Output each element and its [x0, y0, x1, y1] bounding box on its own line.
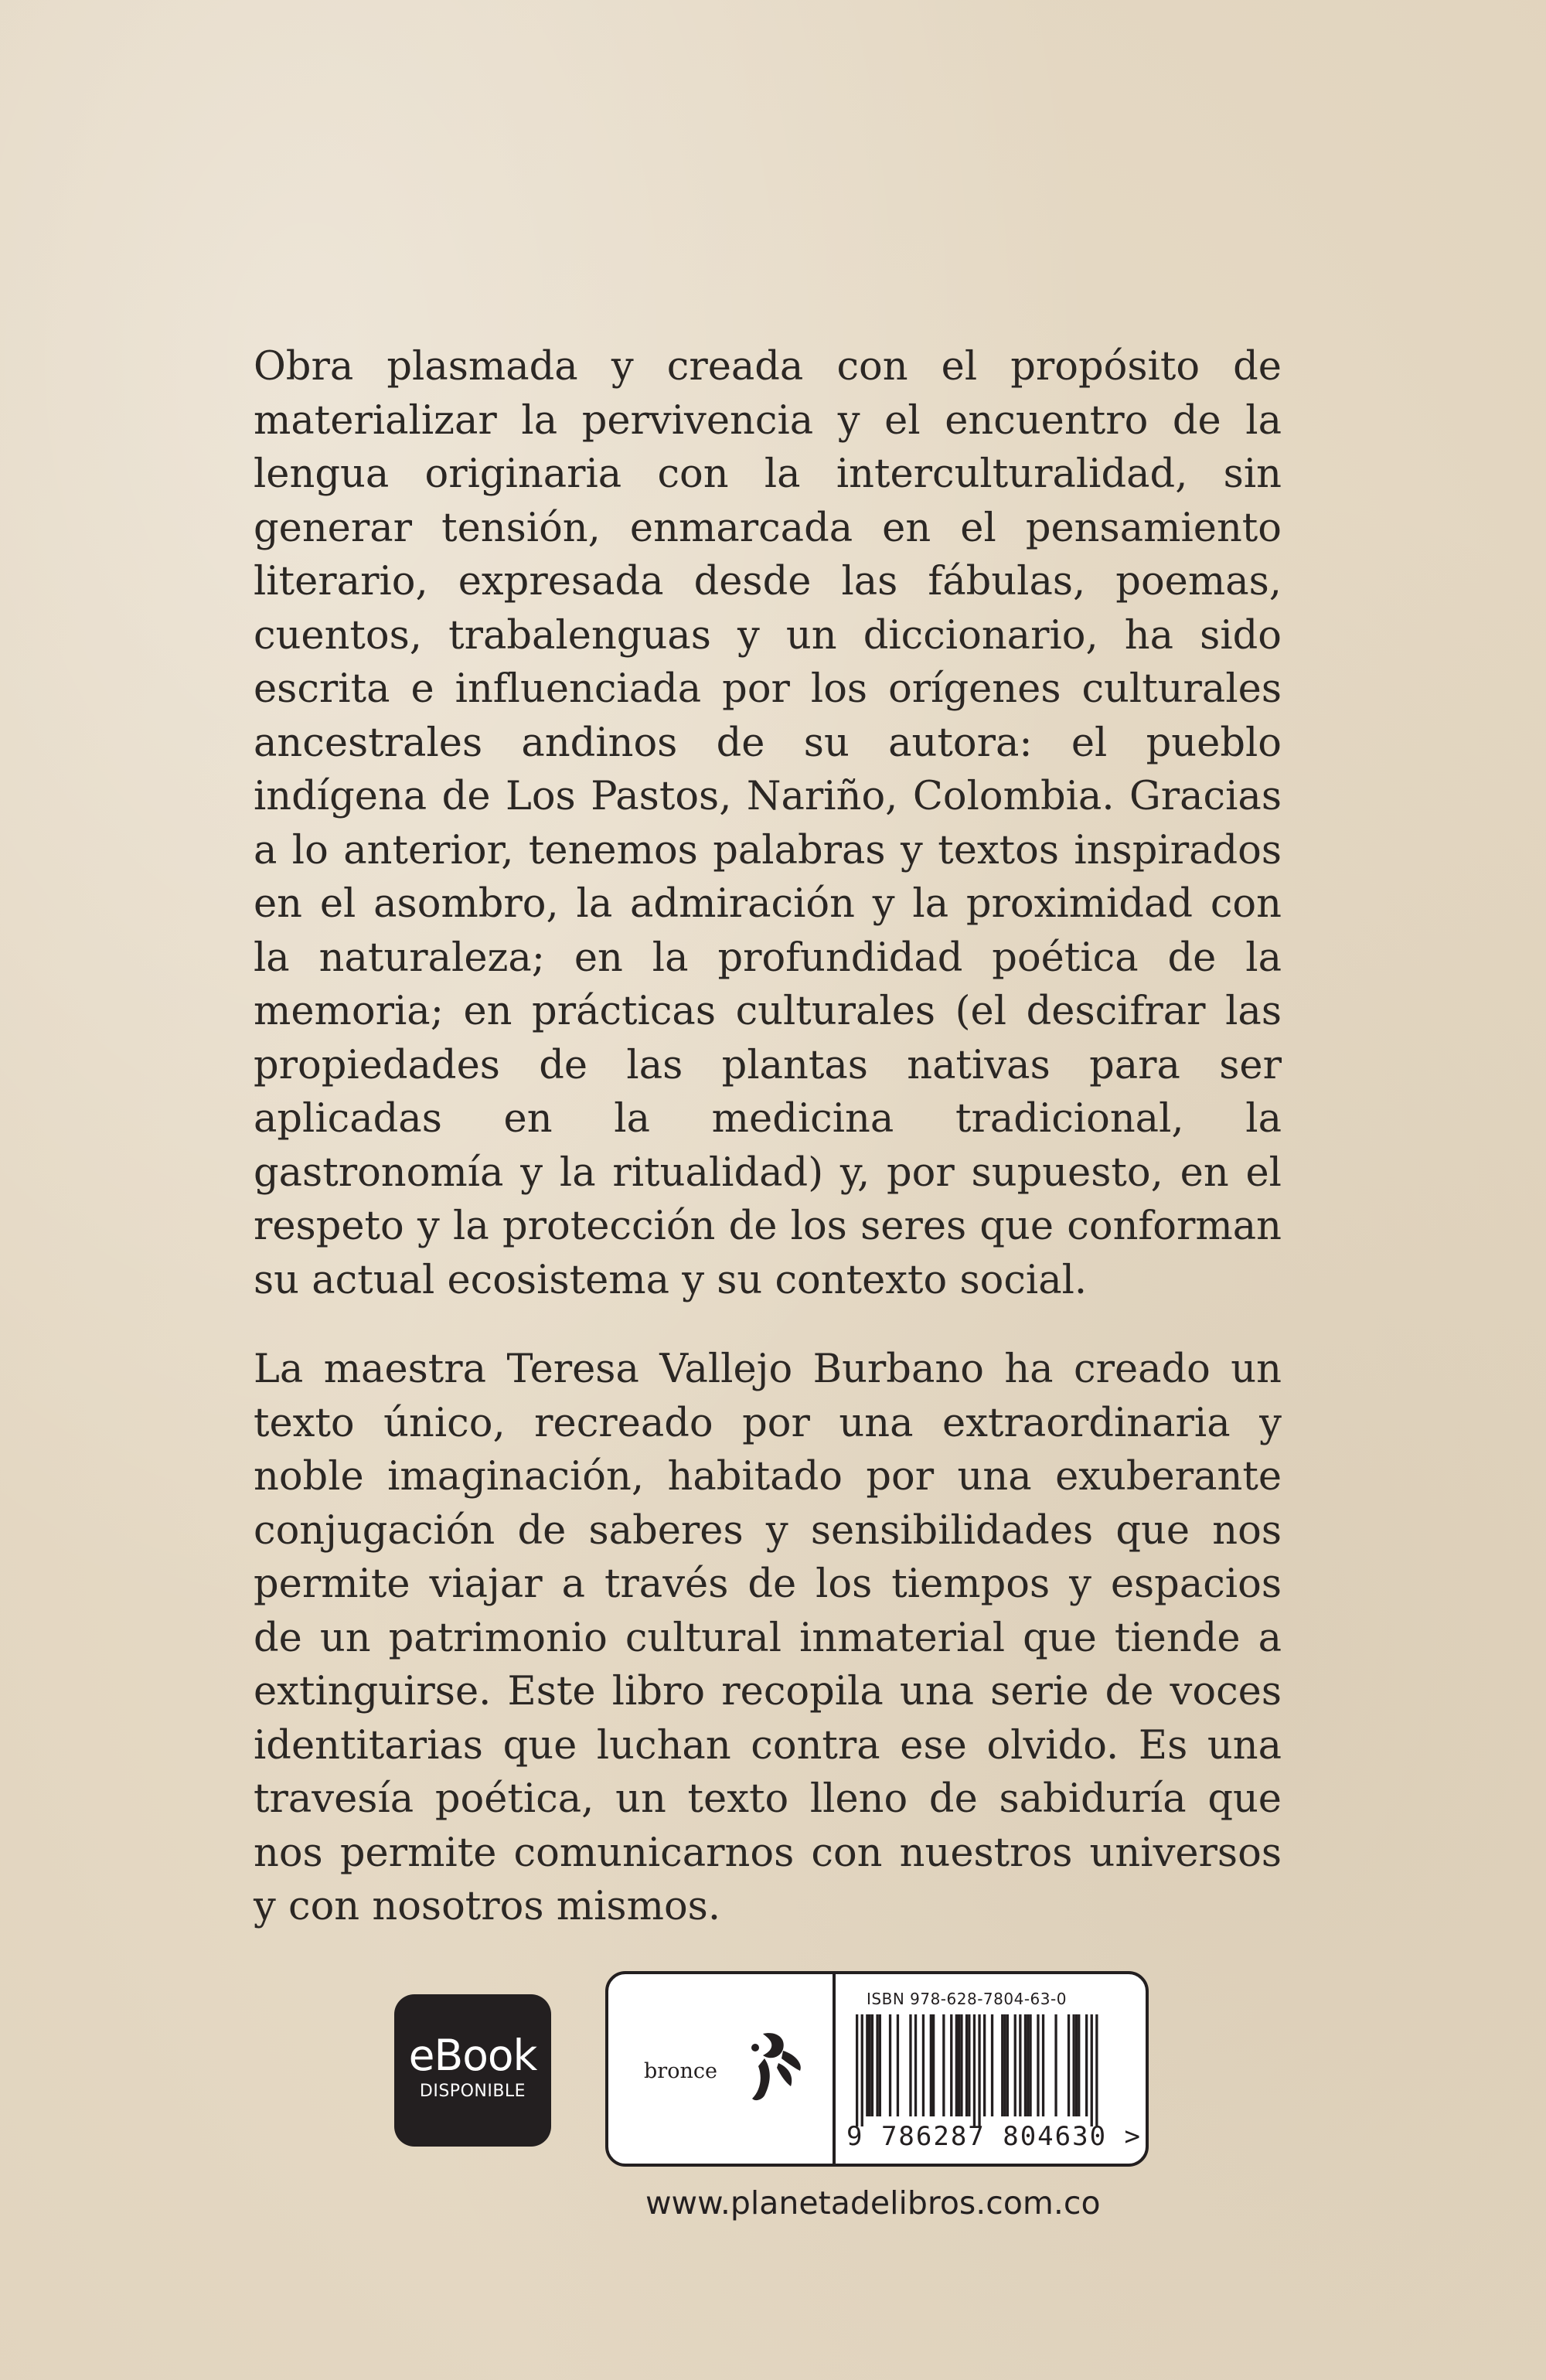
ebook-badge-title: eBook [408, 2031, 537, 2080]
barcode-bar [879, 2014, 881, 2116]
barcode-bar [922, 2014, 925, 2116]
barcode-bar [983, 2014, 986, 2116]
barcode-bar [1024, 2014, 1027, 2116]
barcode-bar [930, 2014, 932, 2116]
barcode-bar [991, 2014, 993, 2116]
barcode-bar [978, 2014, 980, 2126]
barcode-bar [876, 2014, 878, 2116]
barcode-bar [1003, 2014, 1006, 2116]
barcode-bar [1029, 2014, 1031, 2116]
barcode-bar [856, 2014, 858, 2126]
barcode-bar [973, 2014, 976, 2126]
barcode-bar [889, 2014, 891, 2116]
ebook-badge-subtitle: DISPONIBLE [419, 2082, 526, 2101]
barcode-bar [932, 2014, 935, 2116]
blurb-paragraph-2: La maestra Teresa Vallejo Burbano ha creado un texto único, recreado por una extraordinaria y noble imaginación, habitado por una exuberante conjugación de saberes y sensibilidades que nos permite viajar a través de los tiempos y espacios de un patrimonio cultural inmaterial que tiende a extinguirse. Este libro recopila una serie de voces identitarias que luchan contra ese olvido. Es una travesía poética, un texto lleno de sabiduría que nos permite comunicarnos con nuestros universos y con nosotros mismos. [254, 1347, 1282, 1929]
barcode-bar [1085, 2014, 1088, 2116]
barcode-bar [1054, 2014, 1057, 2116]
back-cover-blurb [254, 340, 1282, 1970]
barcode-bar [866, 2014, 868, 2116]
barcode-bar [1078, 2014, 1080, 2116]
barcode-bar [897, 2014, 899, 2116]
barcode-bar [1014, 2014, 1016, 2116]
ebook-available-badge [394, 1994, 551, 2147]
ean13-barcode [850, 2014, 1105, 2126]
barcode-bar [958, 2014, 960, 2116]
isbn-area [836, 1974, 1149, 2164]
publisher-name: bronce [644, 2059, 717, 2083]
barcode-bar [869, 2014, 871, 2116]
barcode-bar [914, 2014, 917, 2116]
publisher-barcode-box [605, 1971, 1149, 2167]
barcode-bar [1001, 2014, 1003, 2116]
barcode-bar [942, 2014, 945, 2116]
barcode-bar [965, 2014, 968, 2116]
barcode-bar [1006, 2014, 1009, 2116]
barcode-bar [1042, 2014, 1044, 2116]
barcode-bar [960, 2014, 962, 2116]
publisher-website: www.planetadelibros.com.co [645, 2184, 1101, 2222]
publisher-section [608, 1974, 833, 2164]
isbn-label: ISBN 978-628-7804-63-0 [867, 1990, 1067, 2008]
barcode-bar [968, 2014, 970, 2116]
barcode-bar [1027, 2014, 1029, 2116]
barcode-digits: 9 786287 804630 > [846, 2121, 1142, 2152]
barcode-bar [1019, 2014, 1021, 2116]
blurb-paragraph-1: Obra plasmada y creada con el propósito de materializar la pervivencia y el encuentro de la lengua originaria con la interculturalidad, sin generar tensión, enmarcada en el pensamiento literario, expresada desde las fábulas, poemas, cuentos, trabalenguas y un diccionario, ha sido escrita e influenciada por los orígenes culturales ancestrales andinos de su autora: el pueblo indígena de Los Pastos, Nariño, Colombia. Gracias a lo anterior, tenemos palabras y textos inspirados en el asombro, la admiración y la proximidad con la naturaleza; en la profundidad poética de la memoria; en prácticas culturales (el descifrar las propiedades de las plantas nativas para ser aplicadas en la medicina tradicional, la gastronomía y la ritualidad) y, por supuesto, en el respeto y la protección de los seres que conforman su actual ecosistema y su contexto social. [254, 344, 1282, 1303]
barcode-bar [1095, 2014, 1098, 2126]
barcode-bar [909, 2014, 911, 2116]
barcode-bar [1091, 2014, 1093, 2126]
barcode-bar [1073, 2014, 1075, 2116]
barcode-bar [1068, 2014, 1070, 2116]
barcode-bar [861, 2014, 863, 2126]
barcode-bar [1075, 2014, 1078, 2116]
barcode-bar [955, 2014, 958, 2116]
barcode-bar [1037, 2014, 1039, 2116]
barcode-bar [950, 2014, 952, 2116]
bronce-bird-logo-icon [732, 2024, 809, 2109]
barcode-bar [871, 2014, 873, 2116]
